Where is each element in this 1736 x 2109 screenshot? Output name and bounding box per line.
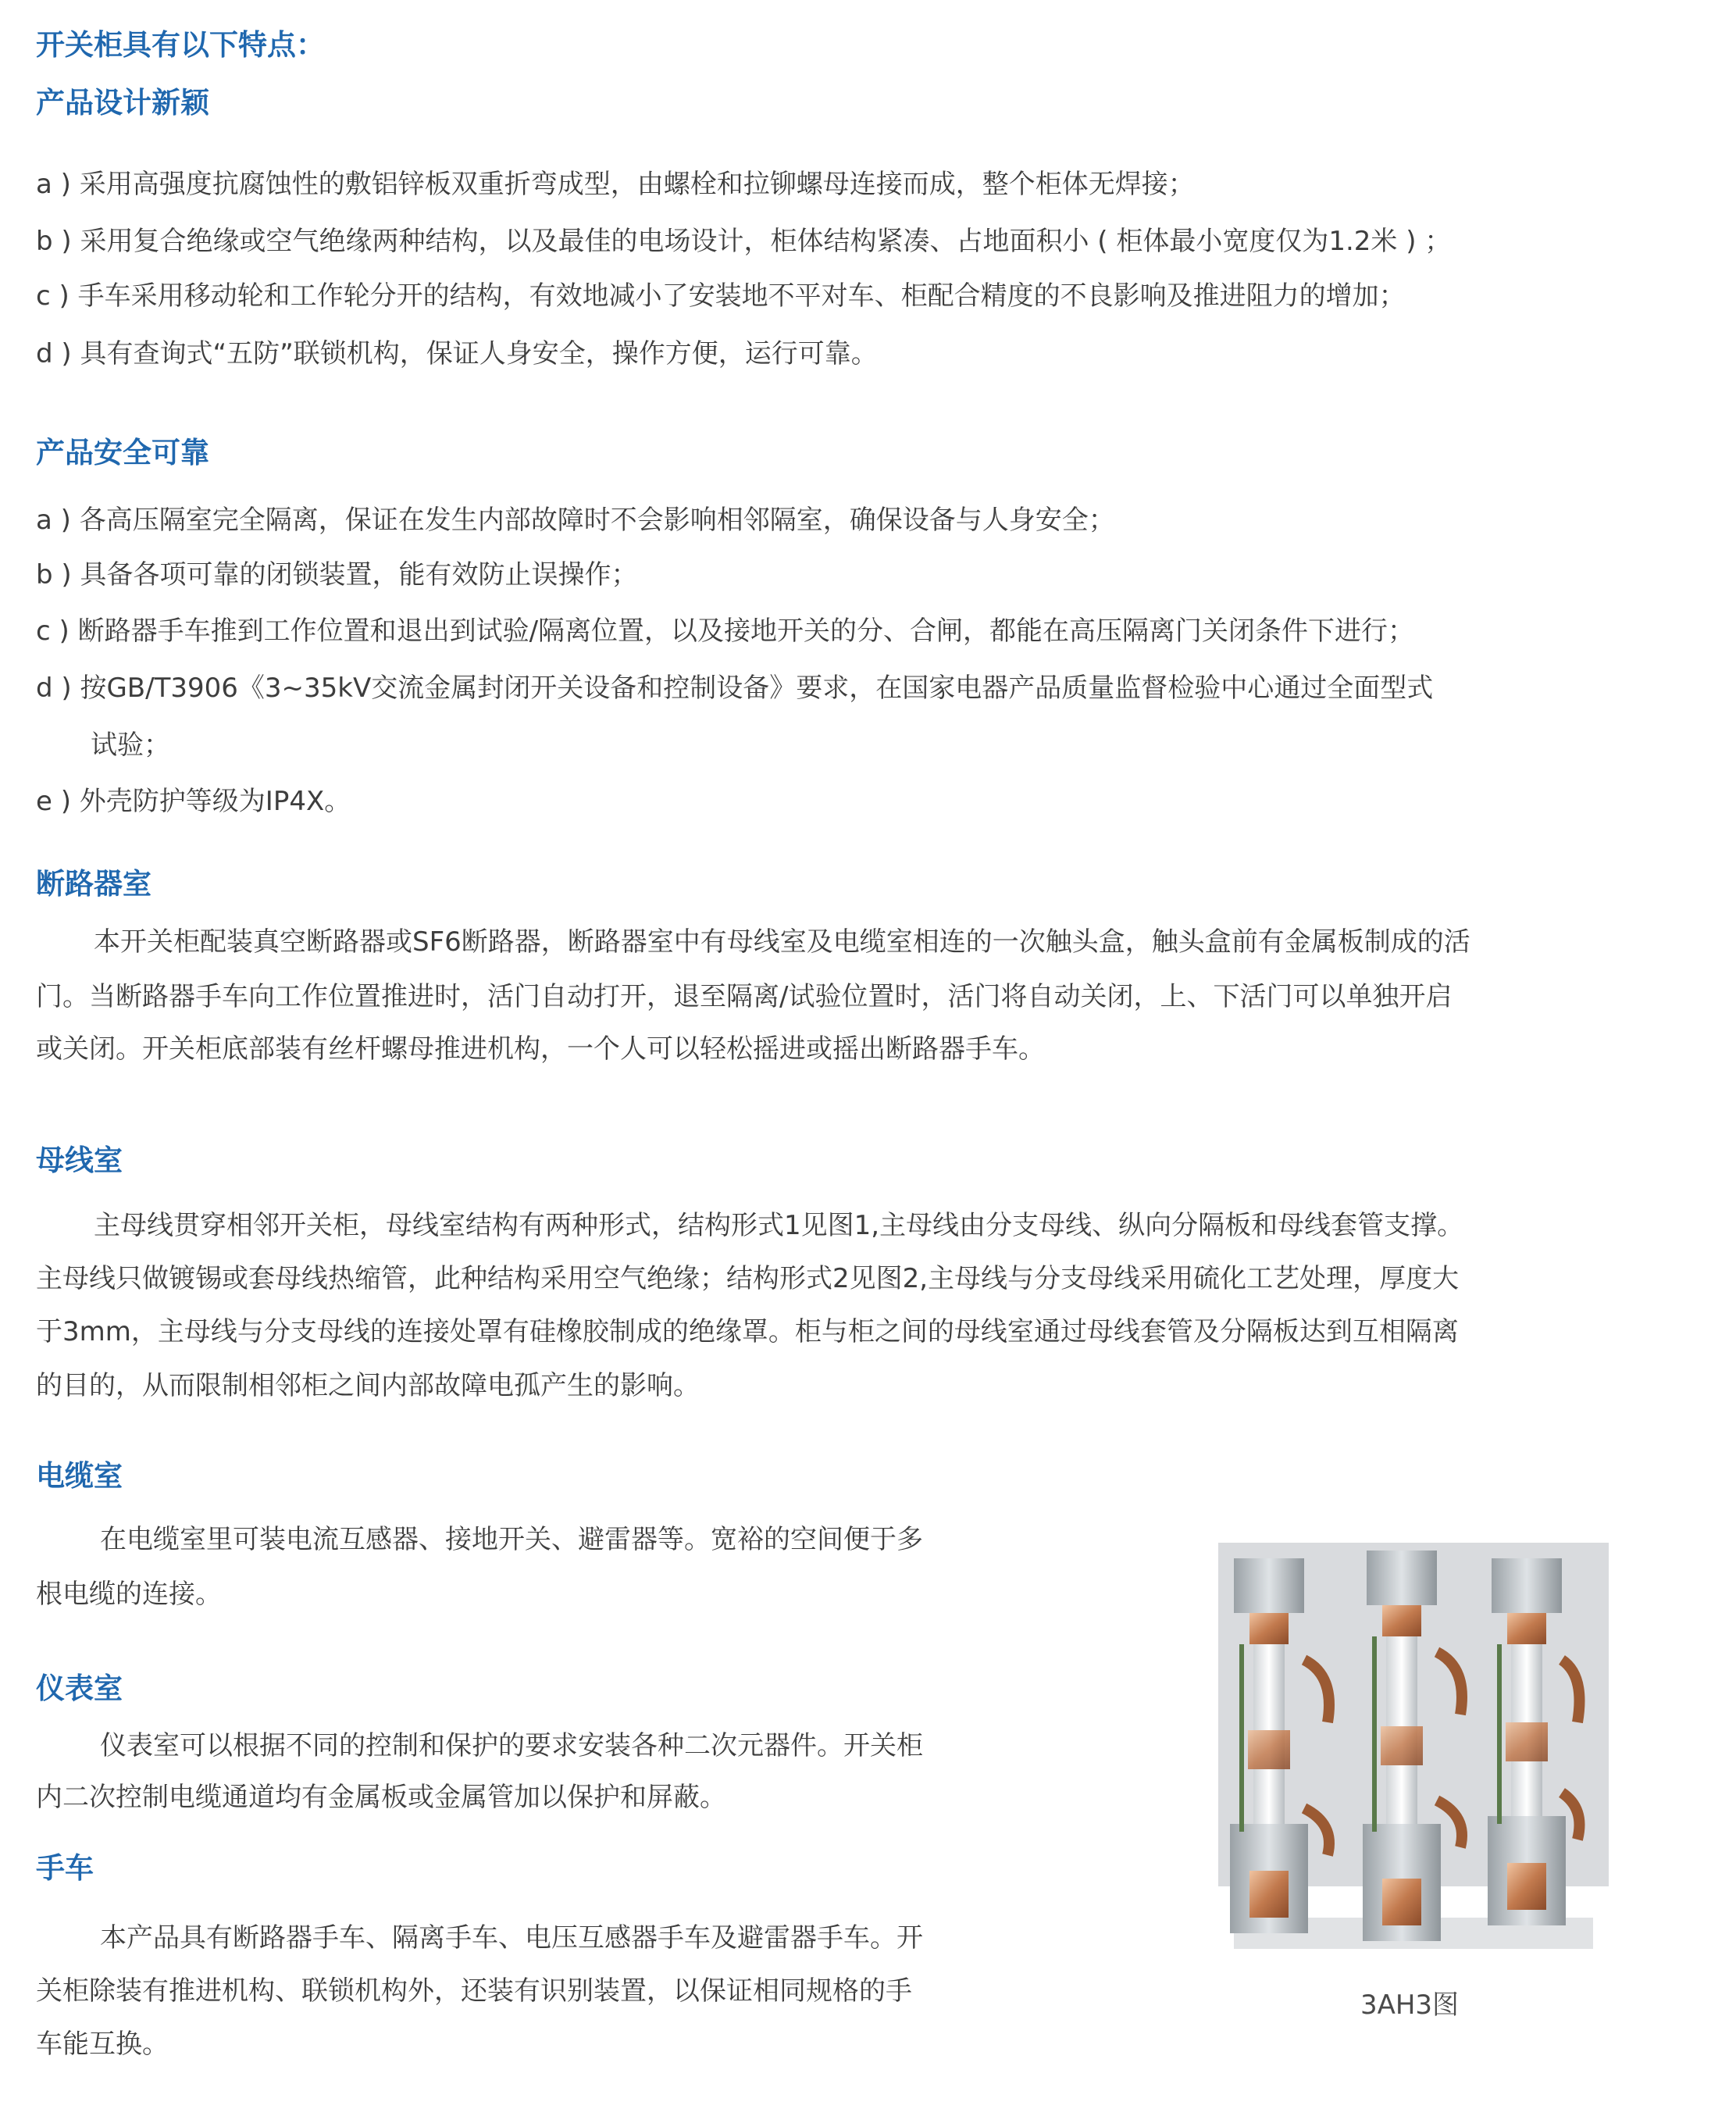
trolley-line-1: 本产品具有断路器手车、隔离手车、电压互感器手车及避雷器手车。开 — [100, 1922, 923, 1954]
design-item-d: d ) 具有查询式“五防”联锁机构，保证人身安全，操作方便，运行可靠。 — [36, 338, 878, 369]
busbar-line-1: 主母线贯穿相邻开关柜，母线室结构有两种形式，结构形式1见图1,主母线由分支母线、纵向分隔板和母线套管支撑。 — [94, 1210, 1464, 1241]
design-item-c: c ) 手车采用移动轮和工作轮分开的结构，有效地减小了安装地不平对车、柜配合精度的不良影响及推进阻力的增加； — [36, 280, 1406, 312]
design-item-b: b ) 采用复合绝缘或空气绝缘两种结构，以及最佳的电场设计，柜体结构紧凑、占地面积小 ( 柜体最小宽度仅为1.2米 ) ； — [36, 226, 1452, 257]
main-heading: 开关柜具有以下特点： — [36, 28, 325, 62]
section-title-trolley: 手车 — [36, 1851, 94, 1885]
circuit-breaker-image — [1187, 1527, 1640, 1980]
design-item-a: a ) 采用高强度抗腐蚀性的敷铝锌板双重折弯成型，由螺栓和拉铆螺母连接而成，整个柜体无焊接； — [36, 169, 1195, 200]
safety-item-b: b ) 具备各项可靠的闭锁装置，能有效防止误操作； — [36, 559, 638, 591]
cable-line-2: 根电缆的连接。 — [36, 1579, 222, 1610]
cable-line-1: 在电缆室里可装电流互感器、接地开关、避雷器等。宽裕的空间便于多 — [100, 1524, 923, 1555]
instrument-line-2: 内二次控制电缆通道均有金属板或金属管加以保护和屏蔽。 — [36, 1782, 726, 1813]
figure-caption: 3AH3图 — [1360, 1989, 1460, 2021]
safety-item-c: c ) 断路器手车推到工作位置和退出到试验/隔离位置，以及接地开关的分、合闸，都能在高压隔离门关闭条件下进行； — [36, 616, 1415, 647]
section-title-cable: 电缆室 — [36, 1459, 123, 1493]
safety-item-a: a ) 各高压隔室完全隔离，保证在发生内部故障时不会影响相邻隔室，确保设备与人身安全； — [36, 505, 1115, 536]
trolley-line-2: 关柜除装有推进机构、联锁机构外，还装有识别装置，以保证相同规格的手 — [36, 1975, 912, 2007]
busbar-line-3: 于3mm，主母线与分支母线的连接处罩有硅橡胶制成的绝缘罩。柜与柜之间的母线室通过母线套管及分隔板达到互相隔离 — [36, 1316, 1459, 1347]
instrument-line-1: 仪表室可以根据不同的控制和保护的要求安装各种二次元器件。开关柜 — [100, 1730, 923, 1761]
section-title-safety: 产品安全可靠 — [36, 436, 209, 469]
busbar-line-4: 的目的，从而限制相邻柜之间内部故障电孤产生的影响。 — [36, 1370, 700, 1401]
safety-item-d: d ) 按GB/T3906《3~35kV交流金属封闭开关设备和控制设备》要求，在国家电器产品质量监督检验中心通过全面型式 — [36, 673, 1434, 704]
section-title-busbar: 母线室 — [36, 1144, 123, 1177]
trolley-line-3: 车能互换。 — [36, 2029, 169, 2060]
busbar-line-2: 主母线只做镀锡或套母线热缩管，此种结构采用空气绝缘；结构形式2见图2,主母线与分支母线采用硫化工艺处理，厚度大 — [36, 1263, 1460, 1294]
safety-item-d-cont: 试验； — [91, 730, 170, 761]
breaker-line-3: 或关闭。开关柜底部装有丝杆螺母推进机构，一个人可以轻松摇进或摇出断路器手车。 — [36, 1033, 1045, 1065]
safety-item-e: e ) 外壳防护等级为IP4X。 — [36, 786, 351, 817]
section-title-instrument: 仪表室 — [36, 1672, 123, 1705]
section-title-breaker: 断路器室 — [36, 867, 151, 901]
breaker-line-2: 门。当断路器手车向工作位置推进时，活门自动打开，退至隔离/试验位置时，活门将自动关闭，上、下活门可以单独开启 — [36, 981, 1453, 1012]
breaker-line-1: 本开关柜配装真空断路器或SF6断路器，断路器室中有母线室及电缆室相连的一次触头盒，触头盒前有金属板制成的活 — [94, 926, 1470, 958]
section-title-design: 产品设计新颖 — [36, 86, 209, 120]
